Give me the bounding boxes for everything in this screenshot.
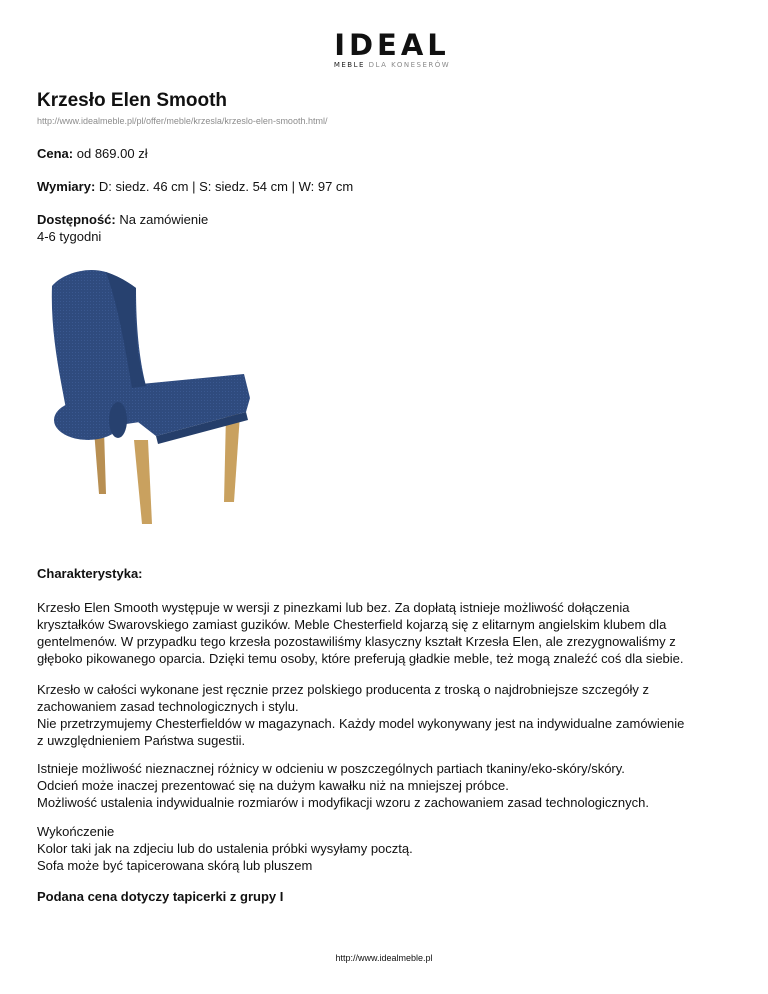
brand-logo (306, 30, 478, 70)
text-line: Krzesło w całości wykonane jest ręcznie przez polskiego producenta z troską o najdrobniejsze szczegóły z (37, 682, 650, 697)
availability-row (37, 211, 208, 245)
dimensions-value: D: siedz. 46 cm | S: siedz. 54 cm | W: 97 cm (98, 179, 354, 194)
availability-value: Na zamówienie (119, 212, 209, 227)
dimensions-label: Wymiary: (37, 179, 96, 194)
chair-photo-icon (36, 262, 264, 542)
dimensions-row (37, 178, 353, 195)
text-line: Możliwość ustalenia indywidualnie rozmiarów i modyfikacji wzoru z zachowaniem zasad technologicznych. (37, 795, 649, 810)
product-url[interactable]: http://www.idealmeble.pl/pl/offer/meble/krzesla/krzeslo-elen-smooth.html/ (37, 116, 328, 126)
text-line: głęboko pikowanego oparcia. Dzięki temu osoby, które preferują gładkie meble, też mogą znaleźć coś dla siebie. (37, 651, 684, 666)
availability-label: Dostępność: (37, 212, 116, 227)
description-paragraph-2 (37, 681, 737, 749)
text-line: Krzesło Elen Smooth występuje w wersji z pinezkami lub bez. Za dopłatą istnieje możliwość dołączenia (37, 600, 630, 615)
logo-tagline-dark: MEBLE (333, 61, 365, 69)
text-line: gentelmenów. W przypadku tego krzesła pozostawiliśmy klasyczny kształt Krzesła Elen, ale zrezygnowaliśmy z (37, 634, 676, 649)
product-image (36, 262, 264, 542)
text-line: Istnieje możliwość nieznacznej różnicy w odcieniu w poszczególnych partiach tkaniny/eko-skóry/skóry. (37, 761, 625, 776)
text-line: kryształków Swarovskiego zamiast guzików. Meble Chesterfield kojarzą się z elitarnym angielskim klubem dla (37, 617, 667, 632)
product-title: Krzesło Elen Smooth (37, 90, 228, 111)
text-line: Odcień może inaczej prezentować się na dużym kawałku niż na mniejszej próbce. (37, 778, 509, 793)
footer-url[interactable]: http://www.idealmeble.pl (335, 953, 433, 963)
text-line: Kolor taki jak na zdjeciu lub do ustalenia próbki wysyłamy pocztą. (37, 841, 413, 856)
price-note (37, 888, 737, 905)
text-line: Nie przetrzymujemy Chesterfieldów w magazynach. Każdy model wykonywany jest na indywidualne zamówienie (37, 716, 685, 731)
characteristics-heading: Charakterystyka: (37, 566, 143, 581)
description-paragraph-3 (37, 760, 737, 811)
text-line: zachowaniem zasad technologicznych i stylu. (37, 699, 299, 714)
price-row (37, 145, 148, 162)
characteristics-section (37, 565, 737, 582)
logo-wordmark: IDEAL (334, 28, 450, 62)
logo-tagline (306, 60, 478, 70)
price-label: Cena: (37, 146, 74, 161)
description-paragraph-1 (37, 599, 737, 667)
lead-time: 4-6 tygodni (37, 229, 102, 244)
text-line: z uwzględnieniem Państwa sugestii. (37, 733, 246, 748)
text-line: Sofa może być tapicerowana skórą lub pluszem (37, 858, 313, 873)
price-value: od 869.00 zł (76, 146, 148, 161)
logo-tagline-light: DLA KONESERÓW (368, 61, 451, 69)
text-line: Wykończenie (37, 824, 115, 839)
finishing-paragraph (37, 823, 737, 874)
price-note-text: Podana cena dotyczy tapicerki z grupy I (37, 889, 284, 904)
